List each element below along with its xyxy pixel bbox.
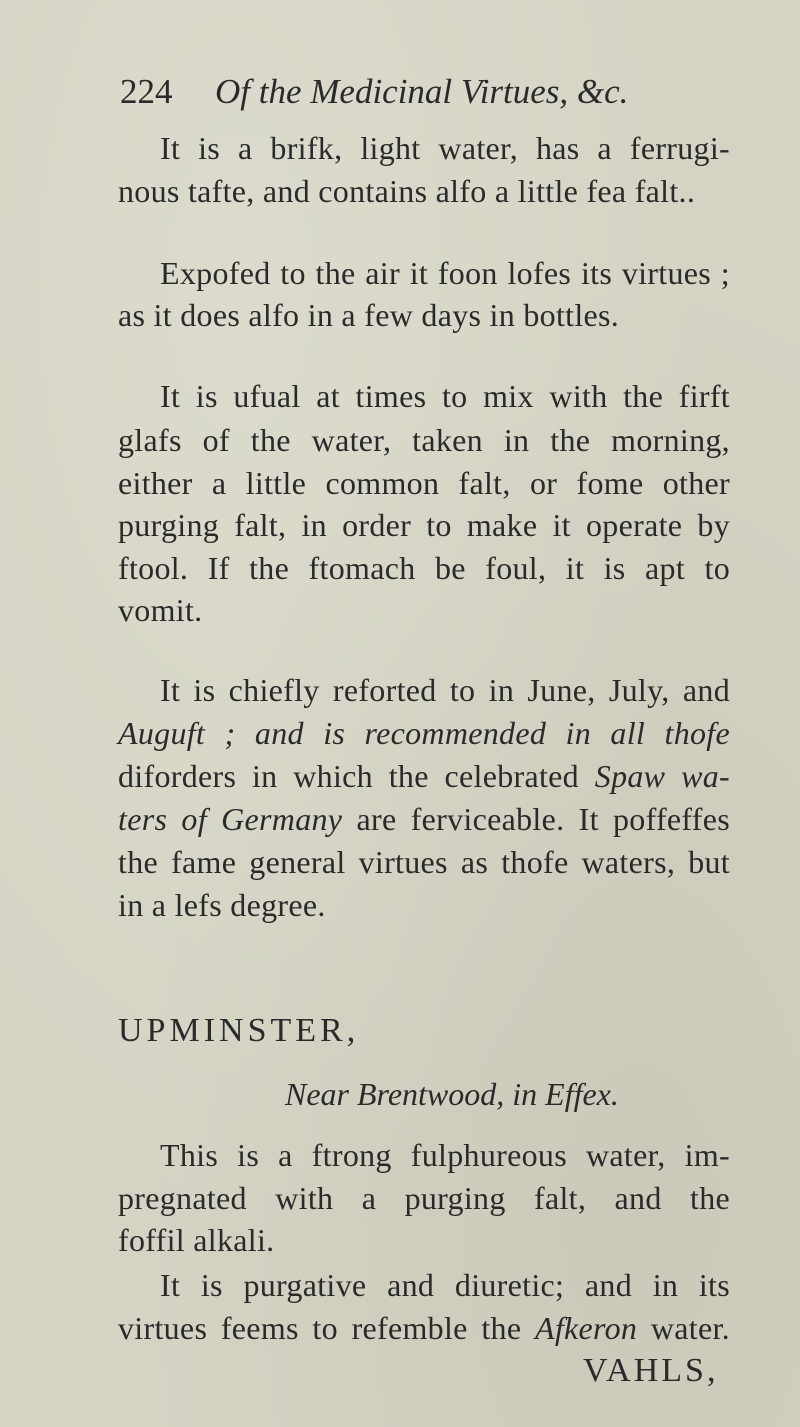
text-line: It is chiefly reforted to in June, July, and: [160, 672, 730, 708]
text-line: the fame general virtues as thofe waters, but: [118, 844, 730, 880]
text-line: ftool. If the ftomach be foul, it is apt to: [118, 550, 730, 586]
text-line: [118, 1308, 730, 1348]
section-subheading: Near Brentwood, in Effex.: [285, 1076, 619, 1112]
text-line: pregnated with a purging falt, and the: [118, 1180, 730, 1216]
text-line: nous tafte, and contains alfo a little fea falt..: [118, 173, 696, 209]
italic-term: Afkeron: [535, 1310, 638, 1346]
text-line: It is purgative and diuretic; and in its: [160, 1267, 730, 1303]
text-line: [118, 799, 730, 839]
running-title: Of the Medicinal Virtues, &c.: [215, 72, 629, 111]
text-line: [118, 756, 730, 796]
text-line: Expofed to the air it foon lofes its virtues ;: [160, 255, 730, 291]
text-line: This is a ftrong fulphureous water, im-: [160, 1137, 730, 1173]
italic-term: ters of Germany: [118, 801, 343, 837]
page-header: [120, 72, 760, 112]
text-line: glafs of the water, taken in the morning,: [118, 422, 730, 458]
text-line: foffil alkali.: [118, 1222, 275, 1258]
text-line: in a lefs degree.: [118, 887, 326, 923]
text-line: Auguft ; and is recommended in all thofe: [118, 715, 730, 751]
text-line: either a little common falt, or fome other: [118, 465, 730, 501]
text-span: diforders in which the celebrated: [118, 758, 579, 794]
text-line: It is ufual at times to mix with the firft: [160, 378, 730, 414]
page-number: 224: [120, 72, 173, 111]
text-line: purging falt, in order to make it operate by: [118, 507, 730, 543]
text-span: are ferviceable. It poffeffes: [356, 801, 730, 837]
text-span: virtues feems to refemble the: [118, 1310, 522, 1346]
catchword: VAHLS,: [583, 1352, 719, 1389]
section-heading: UPMINSTER,: [118, 1012, 360, 1049]
text-line: It is a brifk, light water, has a ferrugi-: [160, 130, 730, 166]
text-line: as it does alfo in a few days in bottles.: [118, 297, 620, 333]
text-line: vomit.: [118, 592, 203, 628]
text-span: water.: [650, 1310, 730, 1346]
italic-term: Spaw wa-: [594, 758, 730, 794]
